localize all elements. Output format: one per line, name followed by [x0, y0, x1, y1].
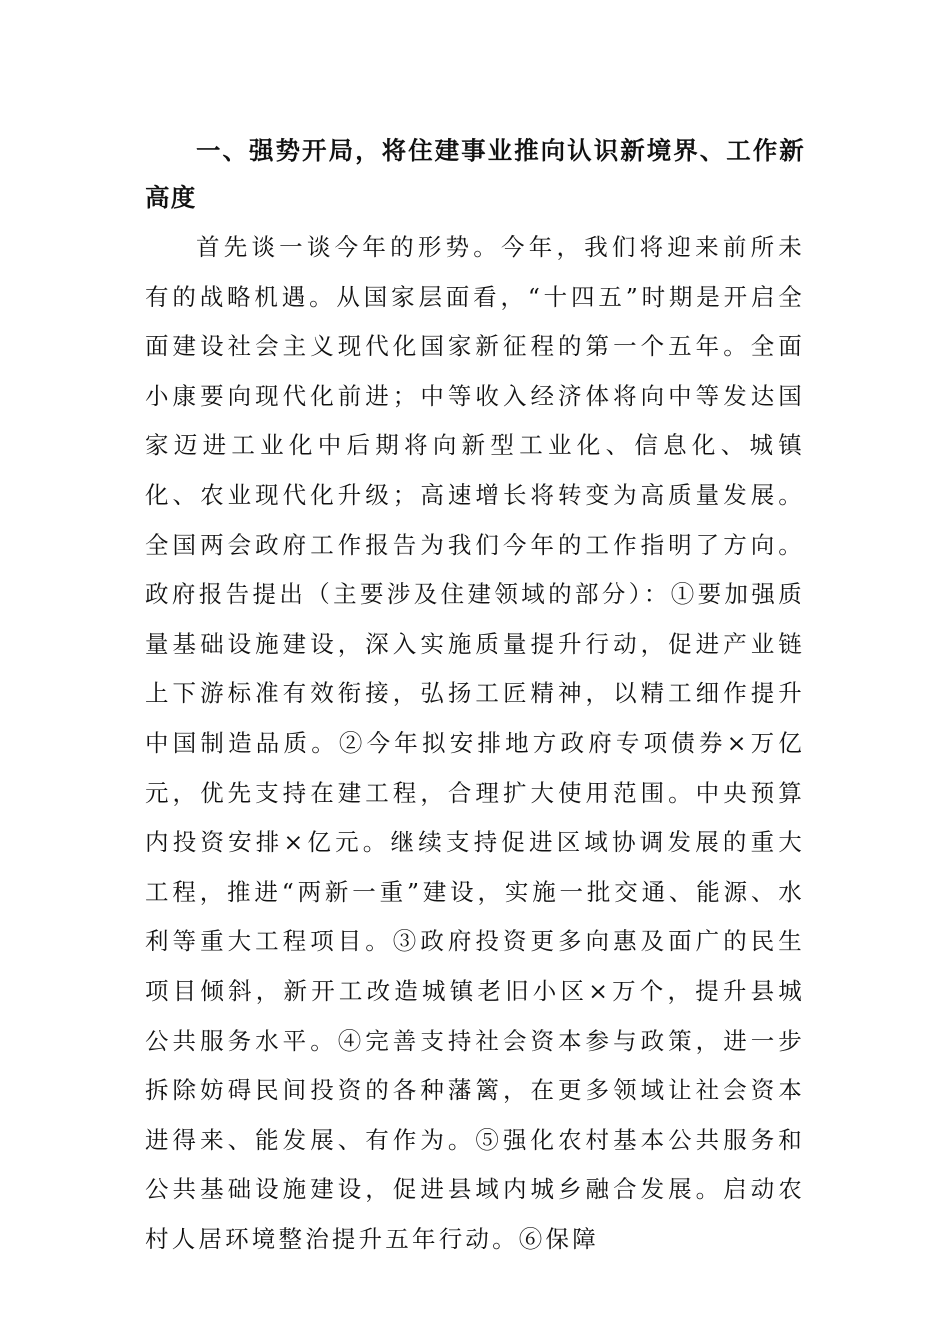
document-body	[145, 127, 805, 1264]
body-paragraph: 首先谈一谈今年的形势。今年，我们将迎来前所未有的战略机遇。从国家层面看，“十四五”时期是开启全面建设社会主义现代化国家新征程的第一个五年。全面小康要向现代化前进；中等收入经济体将向中等发达国家迈进工业化中后期将向新型工业化、信息化、城镇化、农业现代化升级；高速增长将转变为高质量发展。全国两会政府工作报告为我们今年的工作指明了方向。政府报告提出（主要涉及住建领域的部分）：①要加强质量基础设施建设，深入实施质量提升行动，促进产业链上下游标准有效衔接，弘扬工匠精神，以精工细作提升中国制造品质。②今年拟安排地方政府专项债券×万亿元，优先支持在建工程，合理扩大使用范围。中央预算内投资安排×亿元。继续支持促进区域协调发展的重大工程，推进“两新一重”建设，实施一批交通、能源、水利等重大工程项目。③政府投资更多向惠及面广的民生项目倾斜，新开工改造城镇老旧小区×万个，提升县城公共服务水平。④完善支持社会资本参与政策，进一步拆除妨碍民间投资的各种藩篱，在更多领域让社会资本进得来、能发展、有作为。⑤强化农村基本公共服务和公共基础设施建设，促进县域内城乡融合发展。启动农村人居环境整治提升五年行动。⑥保障	[145, 233, 805, 1253]
section-heading: 一、强势开局，将住建事业推向认识新境界、工作新高度	[145, 136, 805, 212]
